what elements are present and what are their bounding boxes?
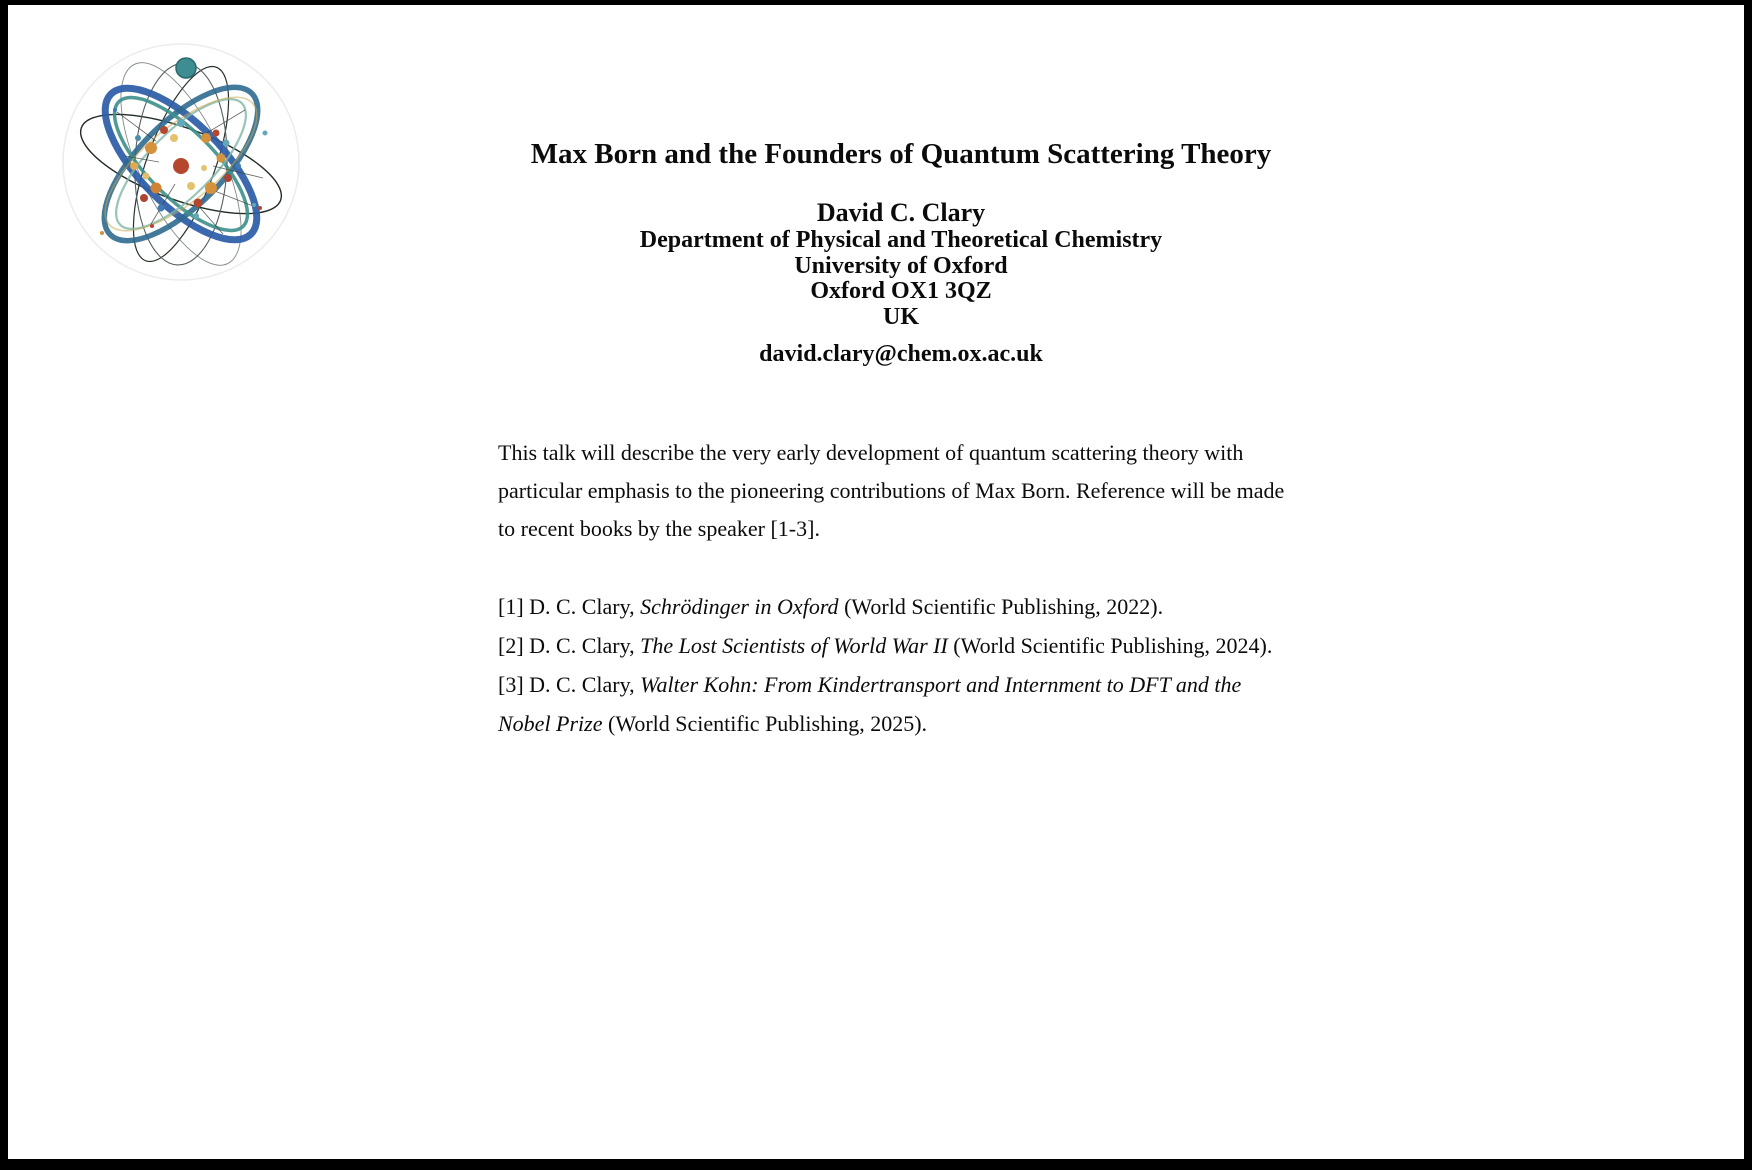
document-title: Max Born and the Founders of Quantum Scattering Theory xyxy=(530,138,1272,170)
abstract-paragraph xyxy=(498,434,1304,548)
document-content xyxy=(498,5,1304,1159)
email-address: david.clary@chem.ox.ac.uk xyxy=(759,341,1043,367)
affiliation-block xyxy=(498,228,1304,330)
reference-line: Nobel Prize (World Scientific Publishing, 2025). xyxy=(498,711,928,736)
affiliation-line-university: University of Oxford xyxy=(794,252,1008,279)
affiliation-line-country: UK xyxy=(883,303,919,330)
reference-line: [2] D. C. Clary, The Lost Scientists of World War II (World Scientific Publishing, 2024). xyxy=(498,633,1273,658)
abstract-line: to recent books by the speaker [1-3]. xyxy=(498,516,820,541)
top-electron-sphere xyxy=(176,58,196,78)
nucleus-sphere xyxy=(173,158,189,174)
author-name: David C. Clary xyxy=(816,198,986,227)
affiliation-line-postcode: Oxford OX1 3QZ xyxy=(810,278,992,304)
reference-list xyxy=(498,587,1304,743)
abstract-line: particular emphasis to the pioneering contributions of Max Born. Reference will be made xyxy=(498,478,1285,503)
abstract-line: This talk will describe the very early development of quantum scattering theory with xyxy=(498,440,1244,465)
reference-line: [3] D. C. Clary, Walter Kohn: From Kindertransport and Internment to DFT and the xyxy=(498,672,1242,697)
affiliation-line-department: Department of Physical and Theoretical Chemistry xyxy=(639,227,1163,253)
reference-line: [1] D. C. Clary, Schrödinger in Oxford (World Scientific Publishing, 2022). xyxy=(498,594,1164,619)
atom-logo xyxy=(55,38,307,286)
